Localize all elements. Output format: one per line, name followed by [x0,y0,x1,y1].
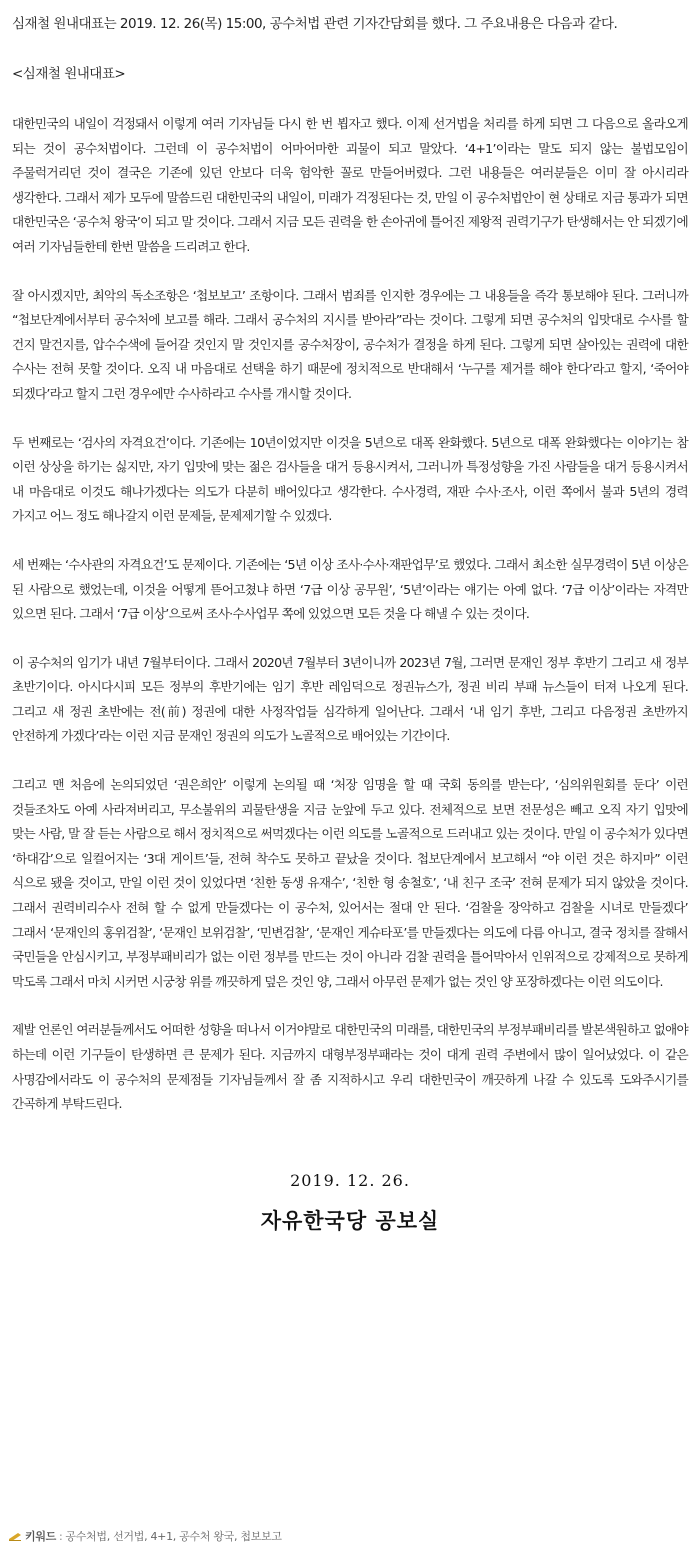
keyword-bar [8,1528,282,1544]
organization-name: 자유한국당 공보실 [260,1208,440,1233]
paragraph: 그리고 맨 처음에 논의되었던 ‘권은희안’ 이렇게 논의될 때 ‘처장 임명을 할 때 국회 동의를 받는다’, ‘심의위원회를 둔다’ 이런 것들조차도 아예 사라져버리고, 무소불위의 괴물탄생을 지금 눈앞에 두고 있다. 전체적으로 보면 전문성은 빼고 오직 자기 입맛에 맞는 사람, 말 잘 듣는 사람으로 해서 정치적으로 써먹겠다는 이런 의도를 노골적으로 드러내고 있는 것이다. 만일 이 공수처가 있다면 ‘하대감’으로 일컬어지는 ‘3대 게이트’들, 전혀 착수도 못하고 끝났을 것이다. 첩보단계에서 보고해서 “야 이런 것은 하지마” 이런 식으로 됐을 것이고, 만일 이런 것이 있었다면 ‘친한 동생 유재수’, ‘친한 형 송철호’, ‘내 친구 조국’ 전혀 문제가 되지 않았을 것이다. 그래서 권력비리수사 전혀 할 수 없게 만들겠다는 이 공수처, 있어서는 절대 안 된다. ‘검찰을 장악하고 검찰을 시녀로 만들겠다’ 그래서 ‘문재인의 홍위검찰’, ‘문재인 보위검찰’, ‘민변검찰’, ‘문재인 게슈타포’를 만들겠다는 의도에 다름 아니고, 결국 정치를 잘해서 국민들을 안심시키고, 부정부패비리가 없는 이런 정부를 만드는 것이 아니라 검찰 권력을 틀어막아서 인위적으로 강제적으로 못하게 막도록 그래서 마치 시커먼 시궁창 위를 깨끗하게 덮은 것인 양, 그래서 아무런 문제가 없는 것인 양 포장하겠다는 이런 의도이다. [12,777,688,989]
keyword-list[interactable]: 공수처법, 선거법, 4+1, 공수처 왕국, 첩보보고 [65,1530,282,1543]
body-text [12,112,688,1117]
paragraph: 이 공수처의 임기가 내년 7월부터이다. 그래서 2020년 7월부터 3년이니까 2023년 7월, 그러면 문재인 정부 후반기 그리고 새 정부 초반기이다. 아시다시피 모든 정부의 후반기에는 임기 후반 레임덕으로 정권뉴스가, 정권 비리 부패 뉴스들이 터져 나오게 된다. 그리고 새 정권 초반에는 전(前) 정권에 대한 사정작업들 심각하게 일어난다. 그래서 ‘내 임기 후반, 그리고 다음정권 초반까지 안전하게 가겠다’라는 이런 지금 문재인 정권의 의도가 노골적으로 배어있는 기간이다. [12,654,688,744]
intro-text: 심재철 원내대표는 2019. 12. 26(목) 15:00, 공수처법 관련 기자간담회를 했다. 그 주요내용은 다음과 같다. [12,16,618,32]
paragraph: 제발 언론인 여러분들께서도 어떠한 성향을 떠나서 이거야말로 대한민국의 미래를, 대한민국의 부정부패비리를 발본색원하고 없애야 하는데 이런 기구들이 탄생하면 큰 문제가 된다. 지금까지 대형부정부패라는 것이 대게 권력 주변에서 많이 일어났었다. 이 같은 사명감에서라도 이 공수처의 문제점들 기자님들께서 잘 좀 지적하시고 우리 대한민국이 깨끗하게 나갈 수 있도록 도와주시기를 간곡하게 부탁드린다. [12,1022,688,1112]
paragraph: 잘 아시겠지만, 최악의 독소조항은 ‘첩보보고’ 조항이다. 그래서 범죄를 인지한 경우에는 그 내용들을 즉각 통보해야 된다. 그러니까 “첩보단계에서부터 공수처에 보고를 해라. 그래서 공수처의 지시를 받아라”라는 것이다. 그렇게 되면 공수처의 입맛대로 수사를 할 건지 말건지를, 압수수색에 들어갈 것인지 말 것인지를 공수처장이, 공수처가 결정을 하게 된다. 그렇게 되면 살아있는 권력에 대한 수사는 전혀 못할 것이다. 오직 내 마음대로 선택을 하기 때문에 정치적으로 반대해서 ‘누구를 제거를 해야 한다’라고 할지, ‘죽어야 되겠다’라고 할지 그런 경우에만 수사하라고 수사를 개시할 것이다. [12,287,688,401]
keyword-separator: : [58,1529,63,1543]
paragraph: 두 번째로는 ‘검사의 자격요건’이다. 기존에는 10년이었지만 이것을 5년으로 대폭 완화했다. 5년으로 대폭 완화했다는 이야기는 참 이런 상상을 하기는 싫지만, 자기 입맛에 맞는 젊은 검사들을 대거 등용시켜서, 그러니까 특정성향을 가진 사람들을 대거 등용시켜서 내 마음대로 이것도 해나가겠다는 의도가 다분히 배어있다고 생각한다. 수사경력, 재판 수사·조사, 이런 쪽에서 불과 5년의 경력 가지고 어느 정도 해나갈지 이런 문제들, 문제제기할 수 있겠다. [12,434,688,524]
speaker-heading: <심재철 원내대표> [12,66,126,82]
signature-block [12,1167,688,1237]
pencil-icon [8,1531,22,1541]
release-date: 2019. 12. 26. [290,1170,410,1190]
paragraph: 대한민국의 내일이 걱정돼서 이렇게 여러 기자님들 다시 한 번 뵙자고 했다. 이제 선거법을 처리를 하게 되면 그 다음으로 올라오게 되는 것이 공수처법이다. 그런데 이 공수처법이 어마어마한 괴물이 되고 말았다. ‘4+1’이라는 말도 되지 않는 불법모임이 주물럭거리던 것이 결국은 기존에 있던 안보다 더욱 험악한 꼴로 만들어버렸다. 그런 내용들은 여러분들은 이미 잘 아시리라 생각한다. 그래서 제가 모두에 말씀드린 대한민국의 내일이, 미래가 걱정된다는 것, 만일 이 공수처법안이 현 상태로 지금 통과가 되면 대한민국은 ‘공수처 왕국’이 되고 말 것이다. 그래서 지금 모든 권력을 한 손아귀에 틀어진 제왕적 권력기구가 탄생해서는 안 되겠기에 여러 기자님들한테 한번 말씀을 드리려고 한다. [12,116,688,254]
paragraph: 세 번째는 ‘수사관의 자격요건’도 문제이다. 기존에는 ‘5년 이상 조사·수사·재판업무’로 했었다. 그래서 최소한 실무경력이 5년 이상은 된 사람으로 했었는데, 이것을 어떻게 뜯어고쳤냐 하면 ‘7급 이상 공무원’, ‘5년’이라는 얘기는 아예 없다. ‘7급 이상’이라는 자격만 있으면 된다. 그래서 ‘7급 이상’으로써 조사·수사업무 쪽에 있었으면 모든 것을 다 해낼 수 있는 것이다. [12,556,688,622]
keyword-label: 키워드 [25,1530,56,1543]
